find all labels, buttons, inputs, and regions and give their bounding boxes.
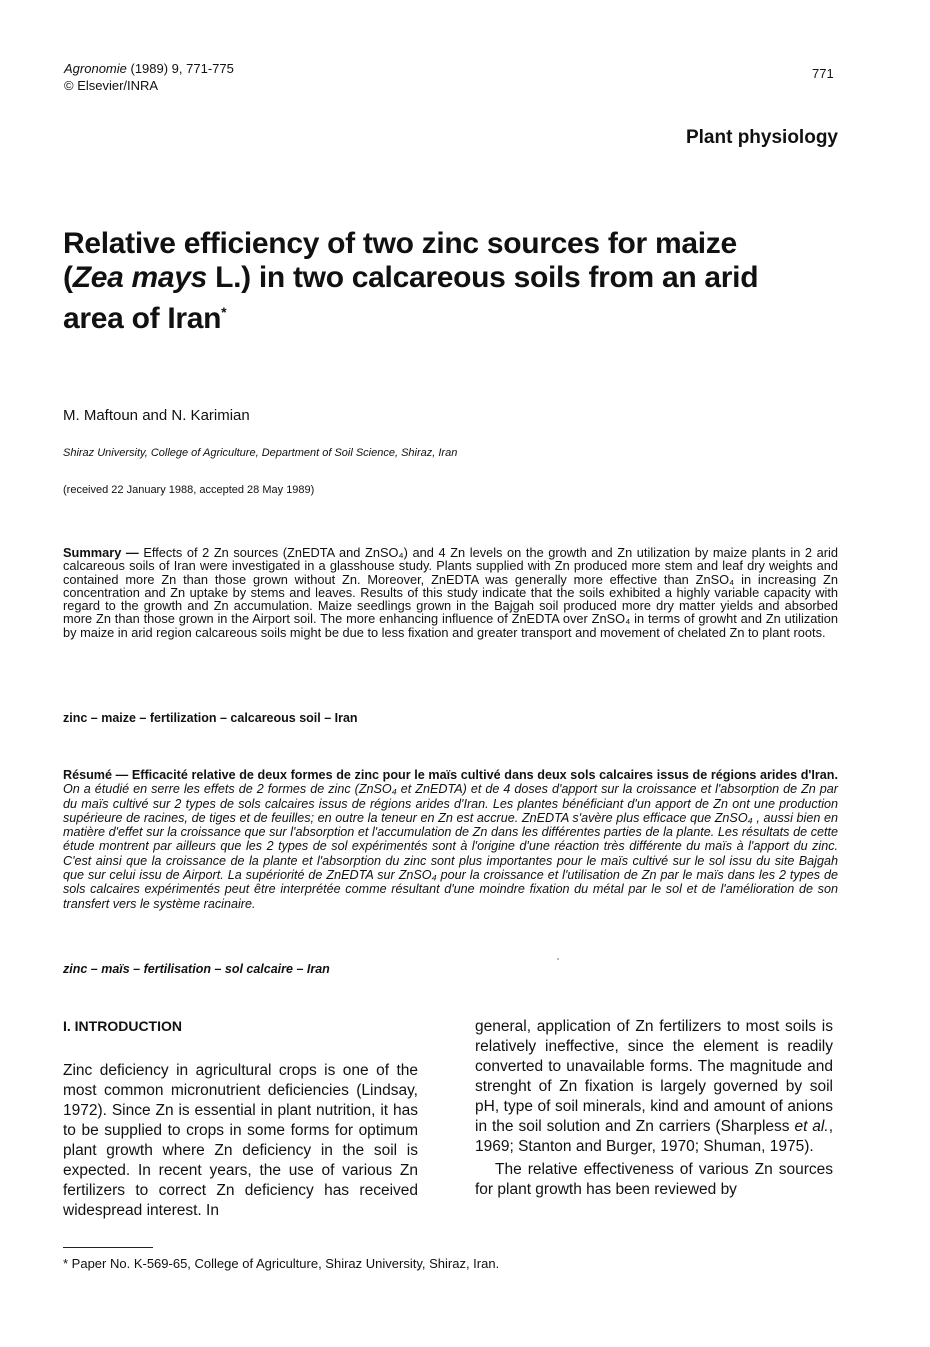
page-number: 771 [812, 66, 834, 81]
intro-right-paragraph-1: general, application of Zn fertilizers to most soils is relatively ineffective, since the element is readily converted to unavailable forms. The magnitude and strenght of Zn fixation is largely governed by soil pH, type of soil minerals, kind and amount of anions in the soil solution and Zn carriers (Sharpless et al., 1969; Stanton and Burger, 1970; Shuman, 1975). [475, 1018, 833, 1155]
summary-label: Summary — [63, 545, 139, 560]
title-footnote-mark: * [221, 304, 227, 320]
summary-abstract [63, 546, 838, 639]
publisher: © Elsevier/INRA [64, 78, 159, 93]
authors: M. Maftoun and N. Karimian [63, 407, 250, 424]
affiliation: Shiraz University, College of Agriculture, Department of Soil Science, Shiraz, Iran [63, 447, 458, 459]
species-name: Zea mays [72, 261, 208, 294]
summary-text: Effects of 2 Zn sources (ZnEDTA and ZnSO₄) and 4 Zn levels on the growth and Zn utilization by maize plants in 2 arid calcareous soils of Iran were investigated in a glasshouse study. Plants supplied with Zn produced more stem and leaf dry weights and contained more Zn than those grown without Zn. Moreover, ZnEDTA was generally more effective than ZnSO₄ in increasing Zn concentration and Zn uptake by stems and leaves. Results of this study indicate that the soils exhibited a highly variable capacity with regard to the growth and Zn accumulation. Maize seedlings grown in the Bajgah soil produced more dry matter yields and absorbed more Zn than those grown in the Airport soil. The more enhancing influence of ZnEDTA over ZnSO₄ in terms of growht and Zn utilization by maize in arid region calcareous soils might be due to less fixation and greater transport and movement of chelated Zn to plant roots. [63, 545, 838, 640]
introduction-heading: I. INTRODUCTION [63, 1018, 182, 1034]
intro-right-column [475, 1017, 833, 1200]
resume-abstract [63, 768, 838, 911]
journal-name: Agronomie [64, 61, 127, 76]
journal-citation [64, 60, 234, 94]
resume-label: Résumé — Efficacité relative de deux formes de zinc pour le maïs cultivé dans deux sols calcaires issus de régions arides d'Iran. [63, 768, 838, 782]
title-line-2: (Zea mays L.) in two calcareous soils from an arid [63, 261, 759, 294]
title-line-3: area of Iran* [63, 302, 227, 335]
intro-left-paragraph: Zinc deficiency in agricultural crops is one of the most common micronutrient deficiencies (Lindsay, 1972). Since Zn is essential in plant nutrition, it has to be supplied to crops in some forms for optimum plant growth where Zn deficiency in the soil is expected. In recent years, the use of various Zn fertilizers to correct Zn deficiency has received widespread interest. In [63, 1062, 418, 1219]
keywords: zinc – maize – fertilization – calcareous soil – Iran [63, 711, 358, 725]
received-dates: (received 22 January 1988, accepted 28 May 1989) [63, 484, 315, 496]
intro-left-column [63, 1033, 418, 1221]
footnote: * Paper No. K-569-65, College of Agriculture, Shiraz University, Shiraz, Iran. [63, 1256, 500, 1271]
mots-cles: zinc – maïs – fertilisation – sol calcaire – Iran [63, 962, 330, 976]
journal-ref: (1989) 9, 771-775 [126, 61, 234, 76]
scan-speck [557, 958, 559, 960]
title-line-1: Relative efficiency of two zinc sources for maize [63, 227, 737, 260]
resume-text: On a étudié en serre les effets de 2 formes de zinc (ZnSO₄ et ZnEDTA) et de 4 doses d'apport sur la croissance et l'absorption de Zn par du maïs cultivé sur 2 types de sols calcaires issus de régions arides d'Iran. Les plantes bénéficiant d'un apport de Zn ont une production supérieure de racines, de tiges et de feuilles; en outre la teneur en Zn est accrue. ZnEDTA s'avère plus efficace que ZnSO₄ , aussi bien en matière d'effet sur la croissance que sur l'absorption et l'accumulation de Zn dans les différentes parties de la plante. Les résultats de cette étude montrent par ailleurs que les 2 types de sol expérimentés sont à l'origine d'une réaction très différente du maïs à l'apport du zinc. C'est ainsi que la croissance de la plante et l'absorption du zinc sont plus importantes pour le maïs cultivé sur le sol issu du site Bajgah que sur celui issu de Airport. La supériorité de ZnEDTA sur ZnSO₄ pour la croissance et l'utilisation de Zn par le maïs dans les 2 types de sols calcaires expérimentés peut être interprétée comme résultant d'une moindre fixation du métal par le sol et de l'amélioration de son transfert vers le système racinaire. [63, 782, 838, 911]
section-heading: Plant physiology [685, 127, 838, 148]
footnote-rule [63, 1247, 153, 1248]
paper-title [63, 227, 823, 336]
intro-right-paragraph-2: The relative effectiveness of various Zn sources for plant growth has been reviewed by [475, 1161, 833, 1198]
